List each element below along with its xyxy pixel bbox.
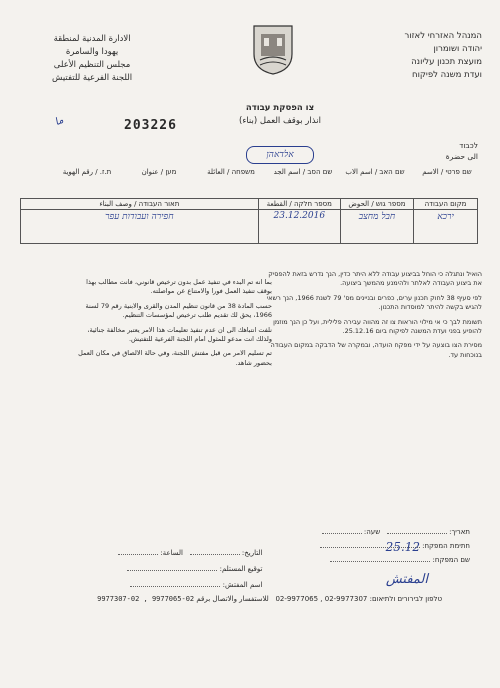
hebrew-paragraph: תשומת לבך כי אי מילוי הוראות צו זה מהווה עבירה פלילית, ועל כן הנך מוזמן להופיע בפני ועדת המשנה לפיקוח ביום 25.12.16. bbox=[273, 317, 482, 336]
field-label-address: מען / عنوان bbox=[141, 168, 177, 176]
sign-label: التاريخ bbox=[244, 549, 263, 557]
table-value-cell: ירכא bbox=[414, 210, 478, 244]
field-label-family: משפחה / العائلة bbox=[207, 168, 255, 176]
inspector-signature: ﺍﻟﻤﻔﺘﺶ bbox=[385, 572, 428, 587]
hebrew-header-line: ועדת משנה לפיקוח bbox=[412, 70, 482, 80]
to-hebrew: לכבוד bbox=[459, 141, 478, 150]
hebrew-signature-block: תאריך: שעה: חתימת המפקח: שם המפקח: bbox=[320, 525, 470, 567]
arabic-paragraph: نلفت انتباهك الى ان عدم تنفيذ تعليمات هذا الامر يعتبر مخالفة جنائية، ولذلك انت مدعو للمثول امام اللجنة الفرعية للتفتيش. bbox=[87, 325, 272, 344]
arabic-paragraph: حسب المادة 38 من قانون تنظيم المدن والقرى والابنية رقم 79 لسنة 1966، يحق لك تقديم طلب ترخيص لمؤسسات التنظيم. bbox=[85, 301, 272, 320]
hebrew-header-line: מועצת תכנון עליונה bbox=[411, 57, 482, 67]
corner-handwritten-mark: ﻣﺎ bbox=[53, 114, 66, 129]
hebrew-paragraph: מסירת הצו בוצעה על ידי מפקח הועדה, ובמקרה של הדבקה במקום העבודה בנוכחות עד. bbox=[270, 341, 482, 359]
handwritten-family-name: אלדאהן bbox=[246, 146, 314, 164]
table-header-cell: מקום העבודה bbox=[414, 199, 478, 210]
coat-of-arms-icon bbox=[252, 24, 294, 76]
arabic-paragraph: بما انه تم البدء في تنفيذ عمل بدون ترخيص قانوني، فانت مطالب بهذا بوقف تنفيذ العمل فورا والامتناع عن مواصلته. bbox=[86, 278, 272, 296]
document-number: 203226 bbox=[124, 118, 177, 133]
arabic-header-line: اللجنة الفرعية للتفتيش bbox=[52, 73, 133, 83]
hebrew-paragraph: לפי סעיף 38 לחוק תכנון ערים, כפרים ובניינים מס' 79 לשנת 1966, הנך רשאי להגיש בקשה להיתר למוסדות התכנון. bbox=[266, 293, 482, 312]
field-label-father-name: שם האב / اسم الاب bbox=[345, 168, 405, 176]
arabic-paragraph: تم تسليم الامر من قبل مفتش اللجنة، وفي حالة الالصاق في مكان العمل بحضور شاهد. bbox=[78, 349, 272, 367]
hebrew-header-line: יהודה ושומרון bbox=[433, 44, 482, 54]
handwritten-date: 25.12 bbox=[385, 540, 420, 554]
work-details-table bbox=[20, 198, 478, 244]
addressee bbox=[446, 140, 478, 162]
sign-label: توقيع المستلم bbox=[222, 565, 263, 573]
hebrew-body-text bbox=[260, 270, 482, 365]
footer-contact bbox=[80, 595, 442, 603]
sign-label: اسم المفتش bbox=[225, 581, 263, 589]
table-value-cell: 23.12.2016 bbox=[258, 210, 340, 244]
sign-label: الساعة bbox=[162, 549, 183, 557]
sign-label: שעה bbox=[366, 528, 381, 536]
arabic-header-line: مجلس التنظيم الأعلى bbox=[53, 60, 131, 70]
footer-phones: 02-9977065 , 02-9977307 bbox=[97, 595, 195, 603]
title-arabic: انذار بوقف العمل (بناء) bbox=[239, 116, 321, 126]
table-value-cell: חבל מחצב bbox=[340, 210, 413, 244]
footer-arabic: للاستفسار والاتصال برقم bbox=[196, 595, 269, 603]
field-label-grandfather-name: שם הסב / اسم الجد bbox=[273, 168, 333, 176]
sign-label: שם המפקח bbox=[434, 556, 470, 564]
table-header-cell: תאור העבודה / وصف البناء bbox=[21, 199, 259, 210]
field-label-first-name: שם פרטי / الاسم bbox=[422, 168, 472, 176]
hebrew-paragraph: הואיל ונתגלה כי הוחל בביצוע עבודה ללא היתר כדין, הנך נדרש בזאת להפסיק את ביצוע העבודה לאלתר ולהימנע מהמשך ביצועה. bbox=[268, 270, 482, 288]
arabic-header-line: الادارة المدنية لمنطقة bbox=[53, 34, 131, 44]
footer-text: טלפון לבירורים ולתיאום: 02-9977307 , 02-9977065 bbox=[275, 595, 442, 603]
document-title bbox=[190, 102, 370, 128]
table-header-cell: מספר חלקה / القطعة bbox=[258, 199, 340, 210]
hebrew-header bbox=[404, 30, 482, 82]
table-header-cell: מספר גוש / الحوض bbox=[340, 199, 413, 210]
arabic-body-text bbox=[78, 278, 272, 373]
table-value-cell: חפירה ועבודות עפר bbox=[21, 210, 259, 244]
sign-label: חתימת המפקח bbox=[424, 542, 470, 550]
hebrew-header-line: המנהל האזרחי לאזור bbox=[404, 31, 482, 41]
arabic-signature-block: التاريخ: الساعة: توقيع المستلم: اسم المفتش: bbox=[118, 545, 262, 593]
arabic-header-line: يهودا والسامرة bbox=[65, 47, 119, 57]
field-label-id-number: ת.ז. / رقم الهوية bbox=[62, 168, 112, 176]
arabic-header bbox=[52, 33, 132, 85]
to-arabic: الى حضرة bbox=[445, 152, 478, 161]
sign-label: תאריך bbox=[451, 528, 470, 536]
title-hebrew: צו הפסקת עבודה bbox=[245, 103, 315, 113]
personal-fields-row bbox=[40, 168, 478, 190]
